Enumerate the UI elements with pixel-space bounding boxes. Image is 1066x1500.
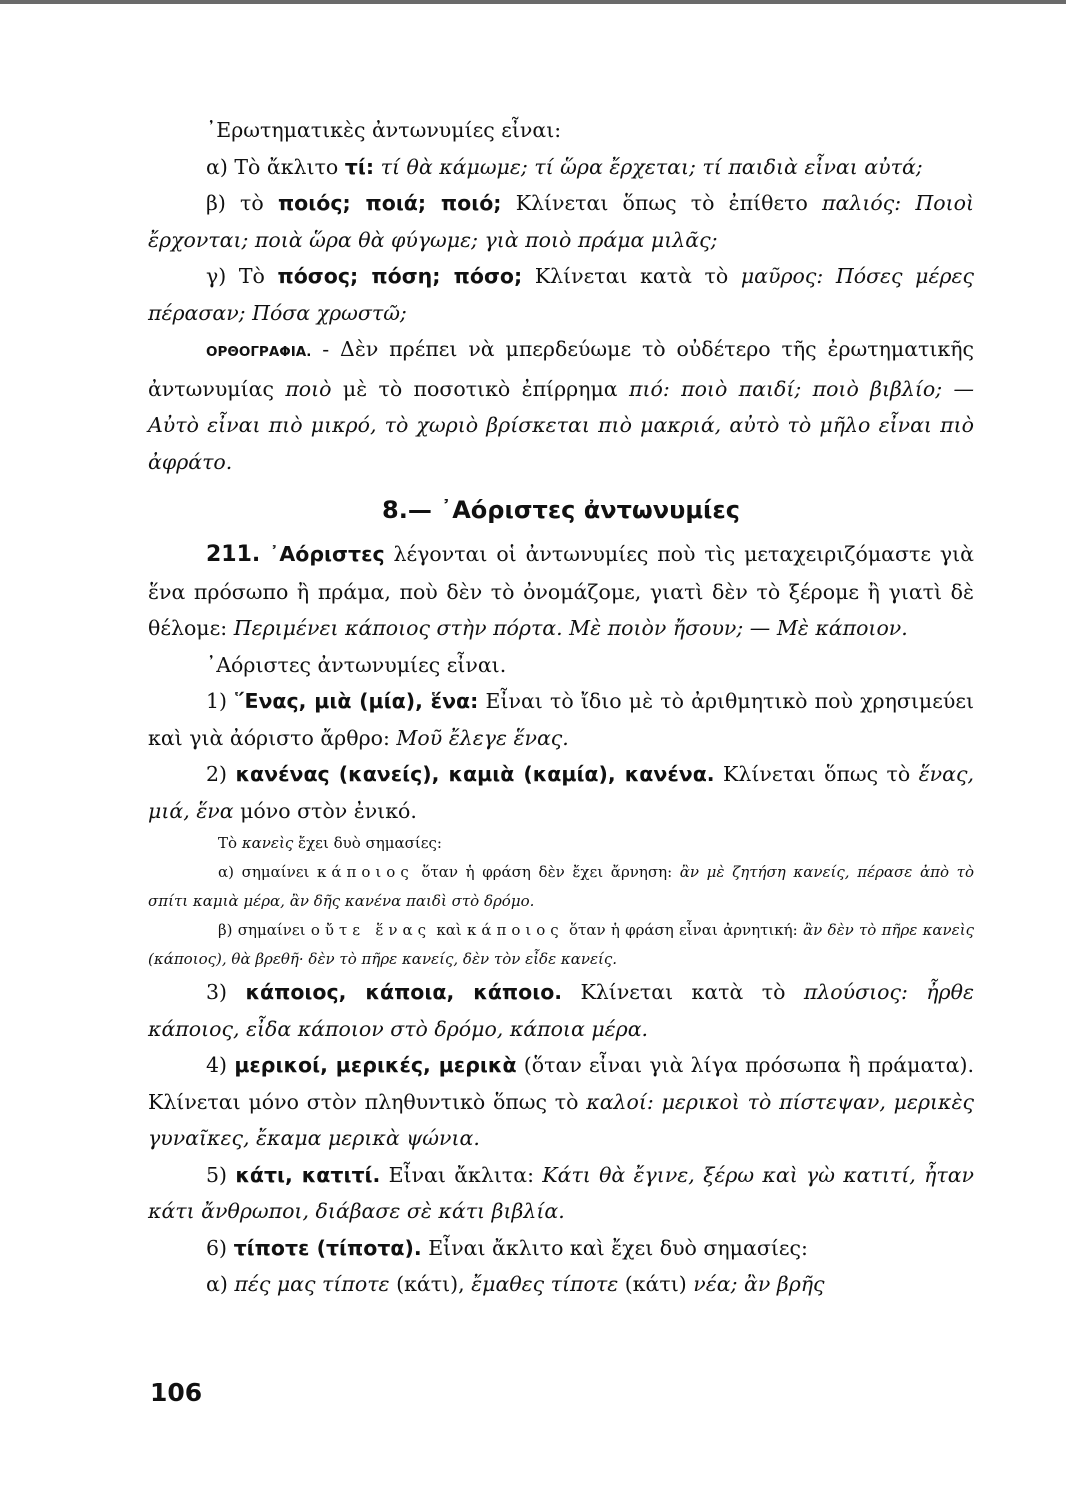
item-4: 4) μερικοί, μερικές, μερικὰ (ὅταν εἶναι γιὰ λίγα πρόσωπα ἢ πράματα). Κλίνεται μόνο στὸν πληθυντικὸ ὅπως τὸ καλοί: μερικοὶ τὸ πίστεψαν, μερικὲς γυναῖκες, ἔκαμα μερικὰ ψώνια. — [148, 1053, 974, 1150]
intro-line: ᾿Ερωτηματικὲς ἀντωνυμίες εἶναι: — [206, 118, 562, 142]
item-c: γ) Τὸ πόσος; πόση; πόσο; Κλίνεται κατὰ τὸ μαῦρος: Πόσες μέρες πέρασαν; Πόσα χρωστῶ; — [148, 264, 974, 325]
scan-top-edge — [0, 0, 1066, 4]
item-6a: α) πές μας τίποτε (κάτι), ἔμαθες τίποτε (κάτι) νέα; ἂν βρῆς — [206, 1272, 825, 1296]
note-b: β) σημαίνει οὔτε ἕνας καὶ κάποιος ὅταν ἡ φράση εἶναι ἀρνητική: ἂν δὲν τὸ πῆρε κανεὶς (κάποιος), θὰ βρεθῆ· δὲν τὸ πῆρε κανείς, δὲν τὸν εἶδε κανείς. — [148, 921, 974, 968]
item-5: 5) κάτι, κατιτί. Εἶναι ἄκλιτα: Κάτι θὰ ἔγινε, ξέρω καὶ γὼ κατιτί, ἦταν κάτι ἄνθρωποι, διάβασε σὲ κάτι βιβλία. — [148, 1162, 974, 1223]
note-intro: Τὸ κανεὶς ἔχει δυὸ σημασίες: — [218, 834, 442, 852]
page-body — [148, 112, 974, 1303]
note-a: α) σημαίνει κάποιος ὅταν ἡ φράση δὲν ἔχει ἄρνηση: ἂν μὲ ζητήση κανείς, πέρασε ἀπὸ τὸ σπίτι καμιὰ μέρα, ἂν δῆς κανένα παιδὶ στὸ δρόμο. — [148, 863, 974, 910]
item-3: 3) κάποιος, κάποια, κάποιο. Κλίνεται κατὰ τὸ πλούσιος: ἦρθε κάποιος, εἶδα κάποιον στὸ δρόμο, κάποια μέρα. — [148, 980, 974, 1041]
section-heading: 8.— ᾿Αόριστες ἀντωνυμίες — [382, 496, 740, 524]
item-a: α) Τὸ ἄκλιτο τί: τί θὰ κάμωμε; τί ὥρα ἔρχεται; τί παιδιὰ εἶναι αὐτά; — [206, 154, 923, 179]
list-intro: ᾿Αόριστες ἀντωνυμίες εἶναι. — [206, 652, 507, 677]
item-1: 1) ῞Ενας, μιὰ (μία), ἕνα: Εἶναι τὸ ἴδιο μὲ τὸ ἀριθμητικὸ ποὺ χρησιμεύει καὶ γιὰ ἀόριστο ἄρθρο: Μοῦ ἔλεγε ἕνας. — [148, 689, 974, 750]
item-2: 2) κανένας (κανείς), καμιὰ (καμία), κανένα. Κλίνεται ὅπως τὸ ἕνας, μιά, ἕνα μόνο στὸν ἐνικό. — [148, 762, 974, 823]
item-6: 6) τίποτε (τίποτα). Εἶναι ἄκλιτο καὶ ἔχει δυὸ σημασίες: — [206, 1235, 808, 1260]
paragraph-211: 211. ᾿Αόριστες λέγονται οἱ ἀντωνυμίες ποὺ τὶς μεταχειριζόμαστε γιὰ ἕνα πρόσωπο ἢ πράμα, ποὺ δὲν τὸ ὀνομάζομε, γιατὶ δὲν τὸ ξέρομε ἢ γιατὶ δὲ θέλομε: Περιμένει κάποιος στὴν πόρτα. Μὲ ποιὸν ἤσουν; — Μὲ κάποιον. — [148, 542, 974, 640]
orthography-note: ΟΡΘΟΓΡΑΦΙΑ. - Δὲν πρέπει νὰ μπερδεύωμε τὸ οὐδέτερο τῆς ἐρωτηματικῆς ἀντωνυμίας ποιὸ μὲ τὸ ποσοτικὸ ἐπίρρημα πιό: ποιὸ παιδί; ποιὸ βιβλίο; — Αὐτὸ εἶναι πιὸ μικρό, τὸ χωριὸ βρίσκεται πιὸ μακριά, αὐτὸ τὸ μῆλο εἶναι πιὸ ἀφράτο. — [148, 337, 974, 474]
page-number: 106 — [150, 1378, 203, 1407]
item-b: β) τὸ ποιός; ποιά; ποιό; Κλίνεται ὅπως τὸ ἐπίθετο παλιός: Ποιοὶ ἔρχονται; ποιὰ ὥρα θὰ φύγωμε; γιὰ ποιὸ πράμα μιλᾶς; — [148, 191, 974, 252]
